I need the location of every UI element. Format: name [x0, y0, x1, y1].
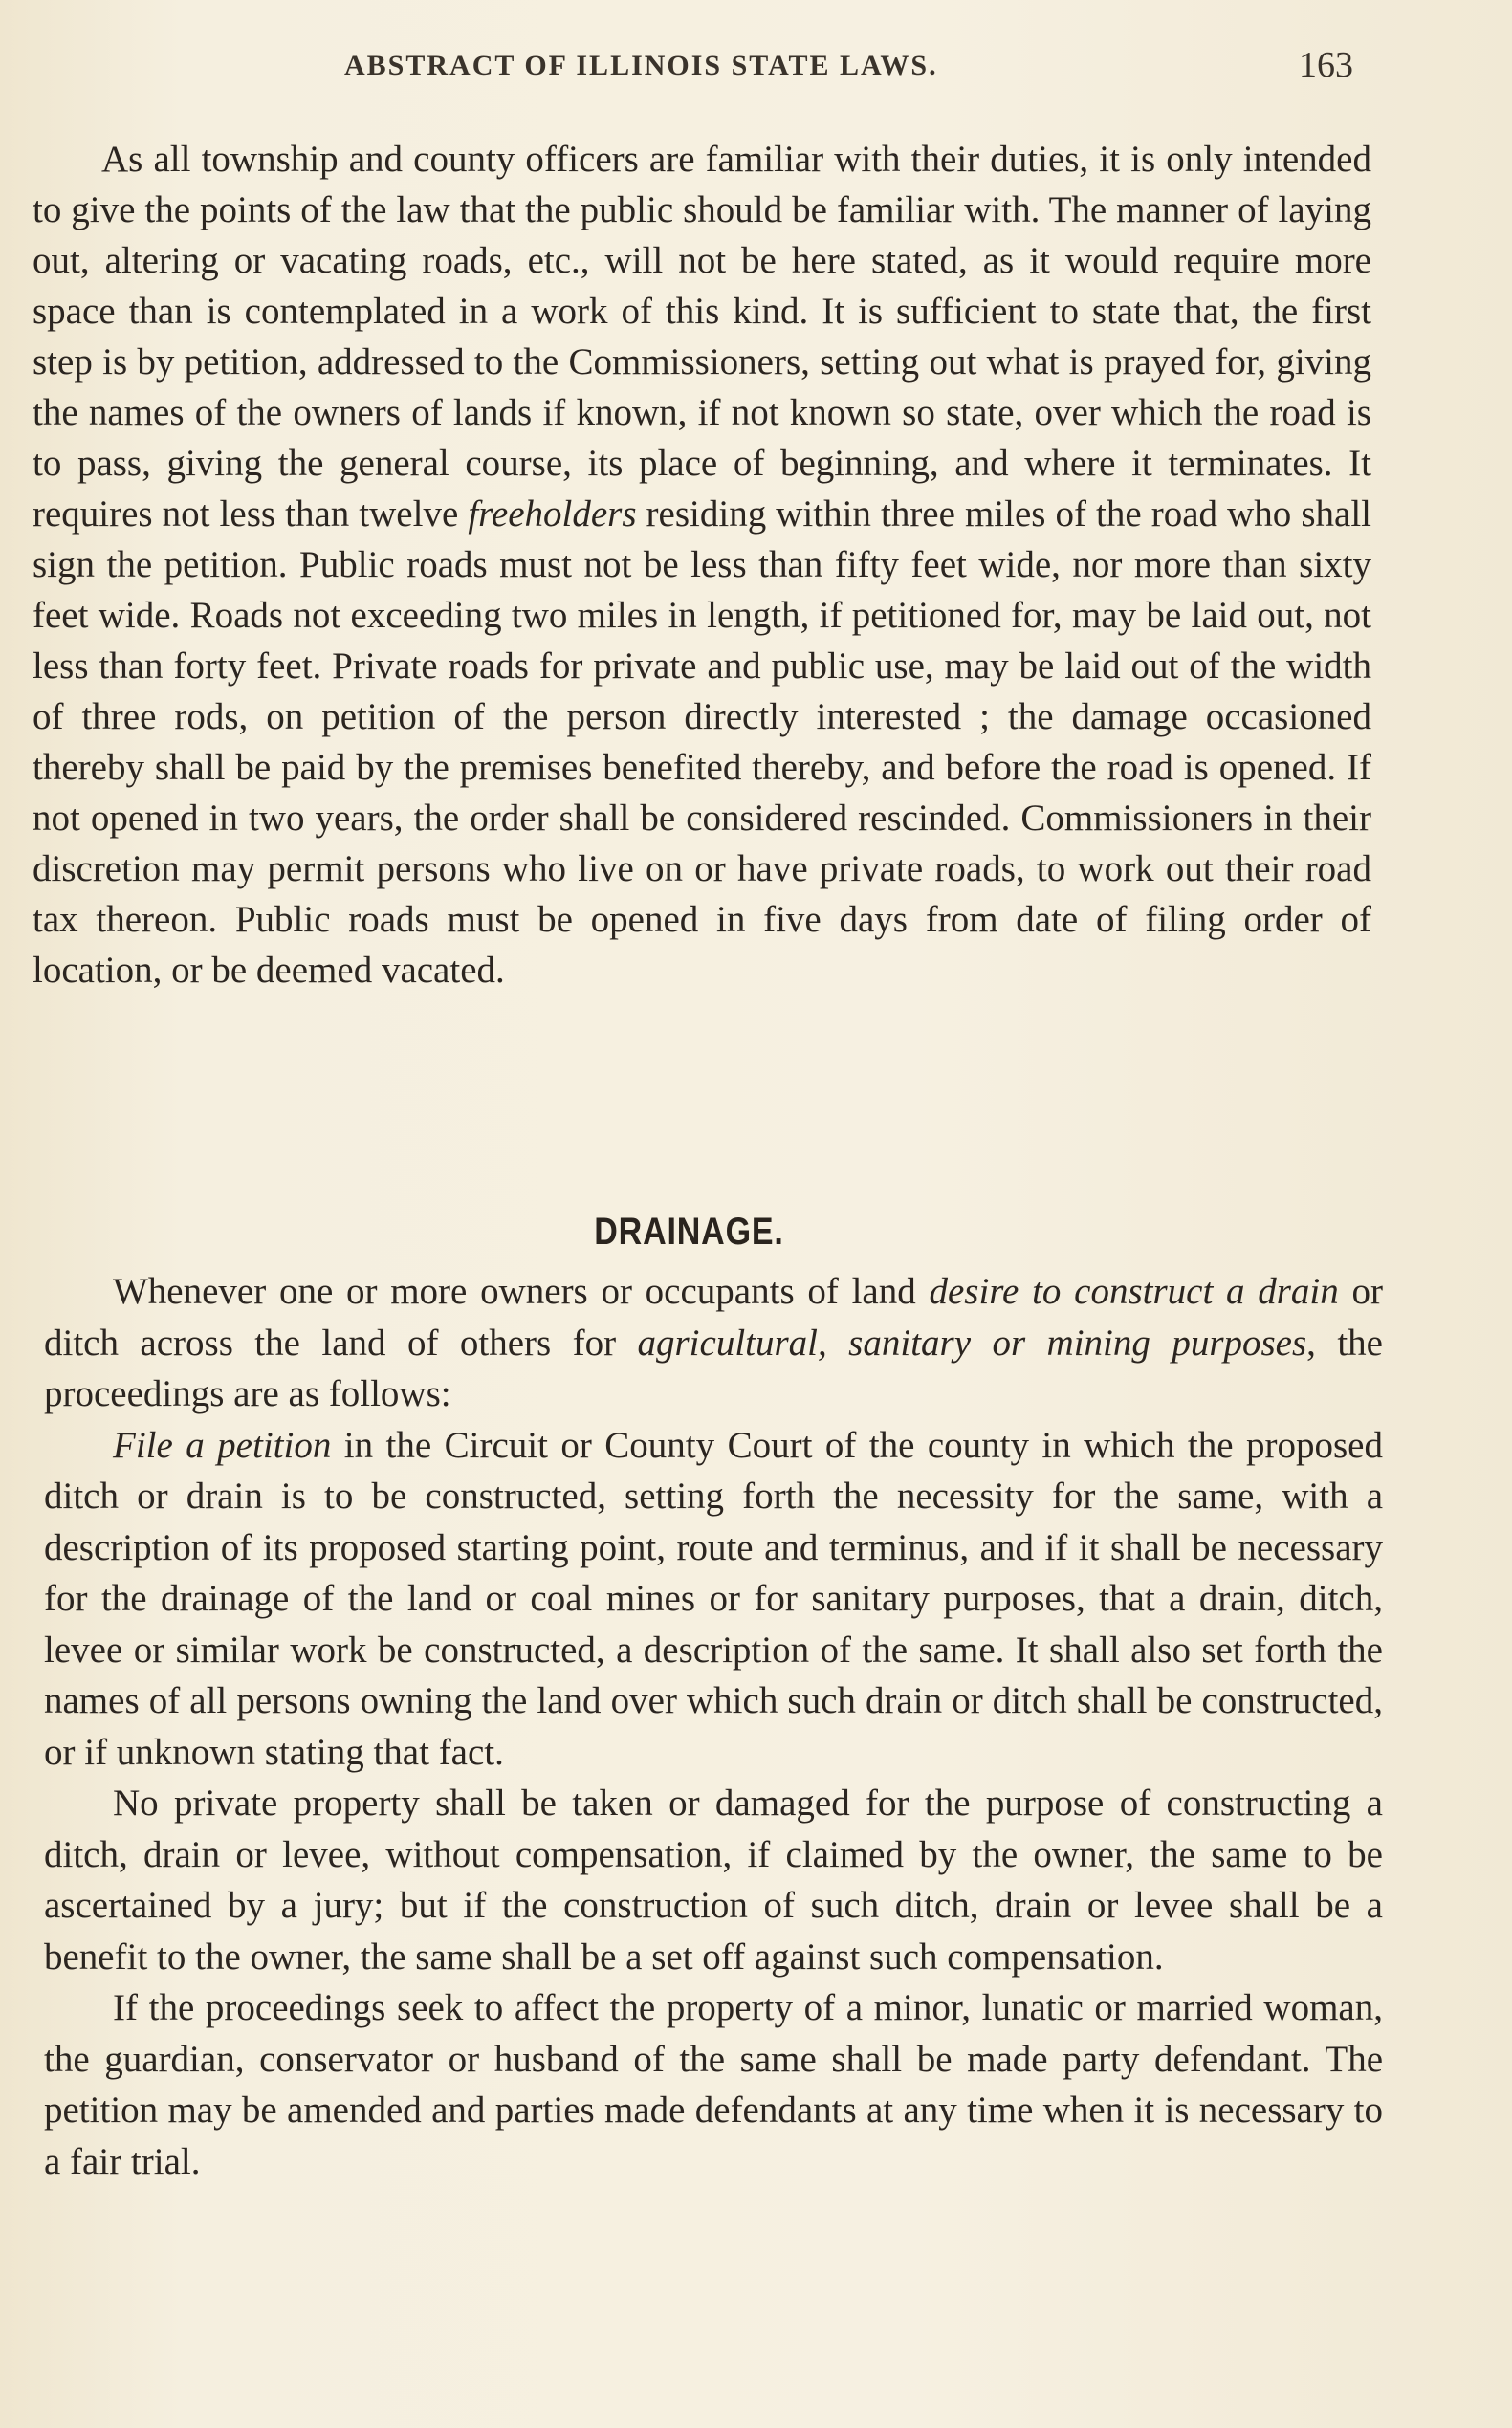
drainage-p2-text: in the Circuit or County Court of the county in which the proposed ditch or drain is to be constructed, setting forth the necessity for the same, with a description of its proposed starting point, route and terminus, and if it shall be necessary for the drainage of the land or coal mines or for sanitary purposes, that a drain, ditch, levee or similar work be constructed, a description of the same. It shall also set forth the names of all persons owning the land over which such drain or ditch shall be constructed, or if unknown stating that fact. [44, 1424, 1383, 1773]
roads-section [33, 134, 1371, 995]
drainage-paragraph-1 [44, 1266, 1383, 1420]
roads-text-part-2: residing within three miles of the road who shall sign the petition. Public roads must not be less than fifty feet wide, nor more than sixty feet wide. Roads not exceeding two miles in length, if petitioned for, may be laid out, not less than forty feet. Private roads for private and public use, may be laid out of the width of three rods, on petition of the person directly interested ; the damage occasioned thereby shall be paid by the premises benefited thereby, and before the road is opened. If not opened in two years, the order shall be considered rescinded. Commissioners in their discretion may permit persons who live on or have private roads, to work out their road tax thereon. Public roads must be opened in five days from date of filing order of location, or be deemed vacated. [33, 493, 1371, 991]
page-number: 163 [1299, 45, 1353, 85]
drainage-section [44, 1266, 1383, 2187]
drainage-p1-text-c: , the proceedings are as follows: [44, 1322, 1383, 1414]
running-title: ABSTRACT OF ILLINOIS STATE LAWS. [344, 50, 938, 81]
drainage-heading: DRAINAGE. [594, 1211, 784, 1253]
drainage-p1-text-a: Whenever one or more owners or occupants of land [113, 1271, 930, 1312]
drainage-paragraph-2 [44, 1420, 1383, 1779]
drainage-paragraph-3: No private property shall be taken or damaged for the purpose of constructing a ditch, drain or levee, without compensation, if claimed by the owner, the same to be ascertained by a jury; but if the construction of such ditch, drain or levee shall be a benefit to the owner, the same shall be a set off against such compensation. [44, 1783, 1383, 1978]
drainage-p1-text-b: or ditch across the land of others for [44, 1271, 1383, 1364]
drainage-p2-italic: File a petition [113, 1424, 332, 1466]
drainage-p1-italic-2: agricultural, sanitary or mining purposes [637, 1322, 1307, 1364]
roads-text-part-1: As all township and county officers are familiar with their duties, it is only intended to give the points of the law that the public should be familiar with. The manner of laying out, altering or vacating roads, etc., will not be here stated, as it would require more space than is contemplated in a work of this kind. It is sufficient to state that, the first step is by petition, addressed to the Commissioners, setting out what is prayed for, giving the names of the owners of lands if known, if not known so state, over which the road is to pass, giving the general course, its place of beginning, and where it terminates. It requires not less than twelve [33, 139, 1371, 535]
drainage-p1-italic-1: desire to construct a drain [929, 1271, 1339, 1312]
roads-italic-freeholders: freeholders [468, 493, 637, 535]
drainage-paragraph-4: If the proceedings seek to affect the property of a minor, lunatic or married woman, the guardian, conservator or husband of the same shall be made party defendant. The petition may be amended and parties made defendants at any time when it is necessary to a fair trial. [44, 1987, 1383, 2182]
roads-paragraph [33, 134, 1371, 995]
